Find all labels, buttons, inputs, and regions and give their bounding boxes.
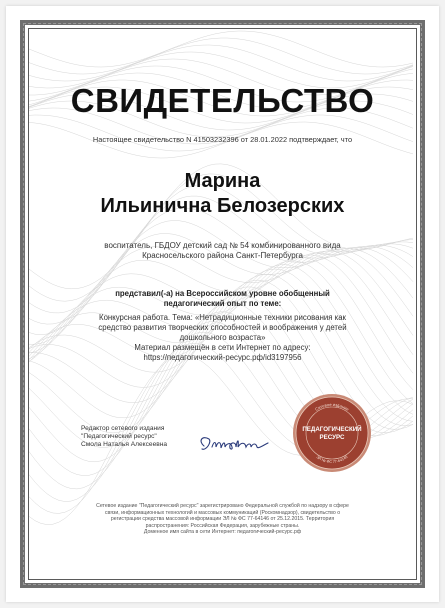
editor-line-1: Редактор сетевого издания [81,425,165,432]
seal-main-line-2: РЕСУРС [319,434,345,441]
recipient-position [69,241,376,261]
seal-main-line-1: ПЕДАГОГИЧЕСКИЙ [302,426,362,433]
editor-name: Смола Наталья Алексеевна [81,441,168,448]
published-line-1: Материал размещён в сети Интернет по адресу: [134,343,311,352]
presented-text [89,289,356,309]
footer-line-1: Сетевое издание "Педагогический ресурс" зарегистрировано Федеральной службой по надзору в сфере [96,503,349,509]
editor-block [81,425,201,449]
footer-line-3: регистрации средства массовой информации ЭЛ № ФС 77-64146 от 25.12.2015. Территория [110,516,335,523]
footer-line-4: распространения: Российская Федерация, зарубежные страны. [145,522,300,529]
publication-info [89,343,356,363]
work-line-3: дошкольного возраста» [179,333,266,342]
certificate-title: СВИДЕТЕЛЬСТВО [70,82,375,119]
editor-line-2: "Педагогический ресурс" [81,433,157,440]
work-line-2: средство развития творческих способностей и воображения у детей [98,323,347,332]
recipient-name-line-1: Марина [184,170,261,192]
published-url[interactable]: https://педагогический-ресурс.рф/id3197956 [143,353,302,362]
work-line-1: Конкурсная работа. Тема: «Нетрадиционные техники рисования как [99,313,346,322]
footer-line-5: Доменное имя сайта в сети Интернет: педагогический-ресурс.рф [143,529,302,536]
recipient-name [29,169,416,219]
recipient-name-line-2: Ильинична Белозерских [100,195,345,217]
presented-line-2: педагогический опыт по теме: [163,299,282,308]
certificate-sheet [6,6,439,602]
editor-signature [194,431,274,457]
certificate-intro: Настоящее свидетельство N 41503232396 от 28.01.2022 подтверждает, что [92,135,353,144]
presented-line-1: представил(-а) на Всероссийском уровне обобщенный [115,289,330,298]
position-line-2: Красносельского района Санкт-Петербурга [142,251,303,260]
certificate-content [29,29,416,579]
footer-line-2: связи, информационных технологий и массовых коммуникаций (Роскомнадзор), свидетельство о [104,509,341,516]
position-line-1: воспитатель, ГБДОУ детский сад № 54 комбинированного вида [104,241,341,250]
seal-top-text: Сетевое издание [314,401,350,412]
legal-footer [84,503,361,536]
work-topic [84,313,361,343]
seal-bottom-text: ЭЛ № ФС 77-64146 [315,454,349,465]
publisher-seal [291,392,373,474]
